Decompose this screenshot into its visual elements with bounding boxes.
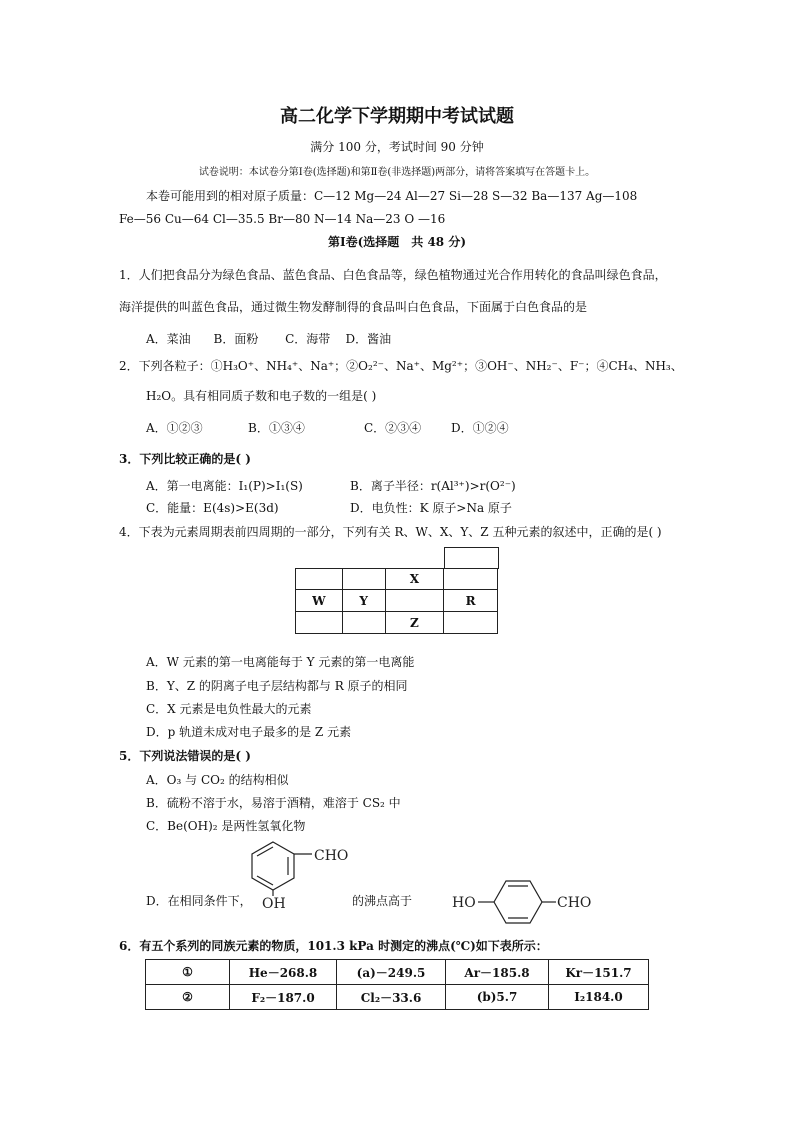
q2-option-b: B．①③④ xyxy=(248,421,305,435)
q2-option-a: A．①②③ xyxy=(146,421,203,435)
para-hydroxybenzaldehyde-structure xyxy=(450,876,600,926)
table-cell: Kr－151.7 xyxy=(549,960,649,985)
q2-line-1: 2．下列各粒子：①H₃O⁺、NH₄⁺、Na⁺；②O₂²⁻、Na⁺、Mg²⁺；③OH⁻、NH₂⁻、F⁻；④CH₄、NH₃、 xyxy=(119,359,683,373)
mol1-oh-label: OH xyxy=(262,896,286,910)
q5-stem: 5．下列说法错误的是( ) xyxy=(119,749,251,763)
q1-line-1: 1．人们把食品分为绿色食品、蓝色食品、白色食品等，绿色植物通过光合作用转化的食品叫绿色食品， xyxy=(119,268,667,282)
q2-option-d: D．①②④ xyxy=(451,421,509,435)
q4-cell xyxy=(296,569,343,590)
q4-cell xyxy=(385,590,444,612)
salicylaldehyde-structure xyxy=(244,836,364,910)
mol2-ho-label: HO xyxy=(452,895,476,911)
q3-option-c: C．能量：E(4s)>E(3d) xyxy=(146,501,279,515)
q4-cell-y: Y xyxy=(342,590,385,612)
q5-option-d: D．在相同条件下， xyxy=(146,894,252,908)
q5-option-b: B．硫粉不溶于水，易溶于酒精，难溶于 CS₂ 中 xyxy=(146,796,401,810)
q6-stem: 6．有五个系列的同族元素的物质，101.3 kPa 时测定的沸点(℃)如下表所示： xyxy=(119,939,548,953)
table-row xyxy=(146,985,649,1010)
table-cell: (b)5.7 xyxy=(446,985,549,1010)
q4-cell-r: R xyxy=(444,590,498,612)
q2-option-c: C．②③④ xyxy=(364,421,422,435)
mol1-cho-label: CHO xyxy=(314,848,349,864)
q1-line-2: 海洋提供的叫蓝色食品，通过微生物发酵制得的食品叫白色食品，下面属于白色食品的是 xyxy=(119,300,588,314)
table-row xyxy=(146,960,649,985)
q4-cell xyxy=(342,612,385,634)
q4-cell xyxy=(444,569,498,590)
q4-cell-x: X xyxy=(385,569,444,590)
atomic-mass-line-2: Fe—56 Cu—64 Cl—35.5 Br—80 N—14 Na—23 O —16 xyxy=(119,212,446,226)
q4-stem: 4．下表为元素周期表前四周期的一部分，下列有关 R、W、X、Y、Z 五种元素的叙述中，正确的是( ) xyxy=(119,525,662,539)
q2-line-2: H₂O。具有相同质子数和电子数的一组是( ) xyxy=(146,389,377,403)
q4-cell xyxy=(342,569,385,590)
q6-boiling-point-table xyxy=(145,959,649,1010)
q4-top-cell xyxy=(444,547,499,569)
table-cell: Ar－185.8 xyxy=(446,960,549,985)
q5-option-d-mid: 的沸点高于 xyxy=(352,894,413,908)
q1-options: A．菜油 B．面粉 C．海带 D．酱油 xyxy=(146,332,392,346)
mol2-cho-label: CHO xyxy=(557,895,592,911)
table-cell: F₂－187.0 xyxy=(230,985,337,1010)
q4-cell xyxy=(444,612,498,634)
q5-option-a: A．O₃ 与 CO₂ 的结构相似 xyxy=(146,773,289,787)
q4-option-b: B．Y、Z 的阴离子电子层结构都与 R 原子的相同 xyxy=(146,679,408,693)
q4-periodic-fragment xyxy=(295,547,498,633)
q4-option-c: C．X 元素是电负性最大的元素 xyxy=(146,702,312,716)
q3-option-b: B．离子半径：r(Al³⁺)>r(O²⁻) xyxy=(350,479,516,493)
table-cell: (a)－249.5 xyxy=(337,960,446,985)
q3-stem: 3．下列比较正确的是( ) xyxy=(119,452,251,466)
atomic-mass-line-1: 本卷可能用到的相对原子质量：C—12 Mg—24 Al—27 Si—28 S—32 Ba—137 Ag—108 xyxy=(146,189,638,203)
table-cell: ② xyxy=(146,985,230,1010)
q4-cell-z: Z xyxy=(385,612,444,634)
section-title: 第Ⅰ卷(选择题 共 48 分) xyxy=(327,235,467,249)
exam-instructions: 试卷说明：本试卷分第Ⅰ卷(选择题)和第Ⅱ卷(非选择题)两部分，请将答案填写在答题卡上。 xyxy=(198,167,596,178)
table-cell: ① xyxy=(146,960,230,985)
exam-title: 高二化学下学期期中考试试题 xyxy=(280,106,514,127)
exam-subtitle: 满分 100 分，考试时间 90 分钟 xyxy=(310,140,484,154)
table-cell: He－268.8 xyxy=(230,960,337,985)
q4-option-a: A．W 元素的第一电离能每于 Y 元素的第一电离能 xyxy=(146,655,415,669)
table-cell: Cl₂－33.6 xyxy=(337,985,446,1010)
q3-option-a: A．第一电离能：I₁(P)>I₁(S) xyxy=(146,479,303,493)
q4-cell xyxy=(296,612,343,634)
q4-option-d: D．p 轨道未成对电子最多的是 Z 元素 xyxy=(146,725,352,739)
q4-grid xyxy=(295,568,498,634)
q4-cell-w: W xyxy=(296,590,343,612)
q5-option-c: C．Be(OH)₂ 是两性氢氧化物 xyxy=(146,819,306,833)
table-cell: I₂184.0 xyxy=(549,985,649,1010)
q3-option-d: D．电负性：K 原子>Na 原子 xyxy=(350,501,512,515)
